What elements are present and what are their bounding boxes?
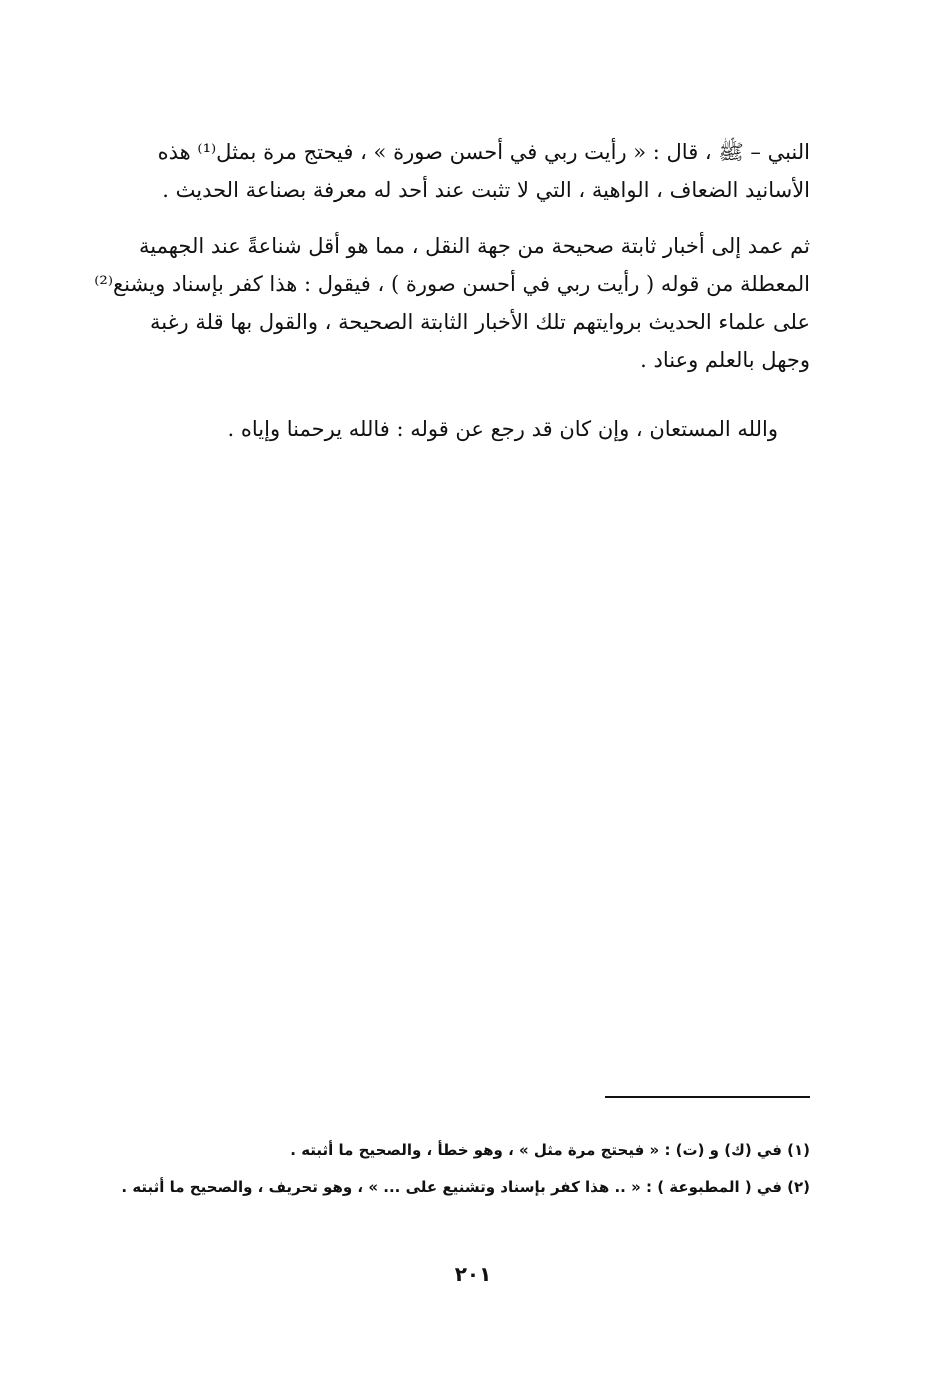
footnotes (121, 1132, 810, 1206)
text-line: الأسانيد الضعاف ، الواهية ، التي لا تثبت عند أحد له معرفة بصناعة الحديث . (162, 178, 810, 202)
page-number: ٢٠١ (454, 1262, 492, 1286)
paragraph-3 (140, 410, 778, 448)
text-line: المعطلة من قوله ( رأيت ربي في أحسن صورة ) ، فيقول : هذا كفر بإسناد ويشنع⁽²⁾ (94, 272, 810, 296)
paragraph-2 (94, 227, 810, 379)
text-line: والله المستعان ، وإن كان قد رجع عن قوله : فالله يرحمنا وإياه . (227, 417, 778, 441)
text-line: النبي – ﷺ ، قال : « رأيت ربي في أحسن صورة » ، فيحتج مرة بمثل⁽¹⁾ هذه (157, 140, 810, 164)
text-line: وجهل بالعلم وعناد . (640, 348, 810, 372)
footnote-2: (٢) في ( المطبوعة ) : « .. هذا كفر بإسناد وتشنيع على ... » ، وهو تحريف ، والصحيح ما أثبته . (121, 1178, 810, 1196)
paragraph-1 (140, 133, 810, 209)
text-line: على علماء الحديث بروايتهم تلك الأخبار الثابتة الصحيحة ، والقول بها قلة رغبة (149, 310, 810, 334)
footnote-1: (١) في (ك) و (ت) : « فيحتج مرة مثل » ، وهو خطأ ، والصحيح ما أثبته . (290, 1141, 810, 1159)
text-line: ثم عمد إلى أخبار ثابتة صحيحة من جهة النقل ، مما هو أقل شناعةً عند الجهمية (138, 234, 810, 258)
footnote-separator (605, 1096, 810, 1098)
